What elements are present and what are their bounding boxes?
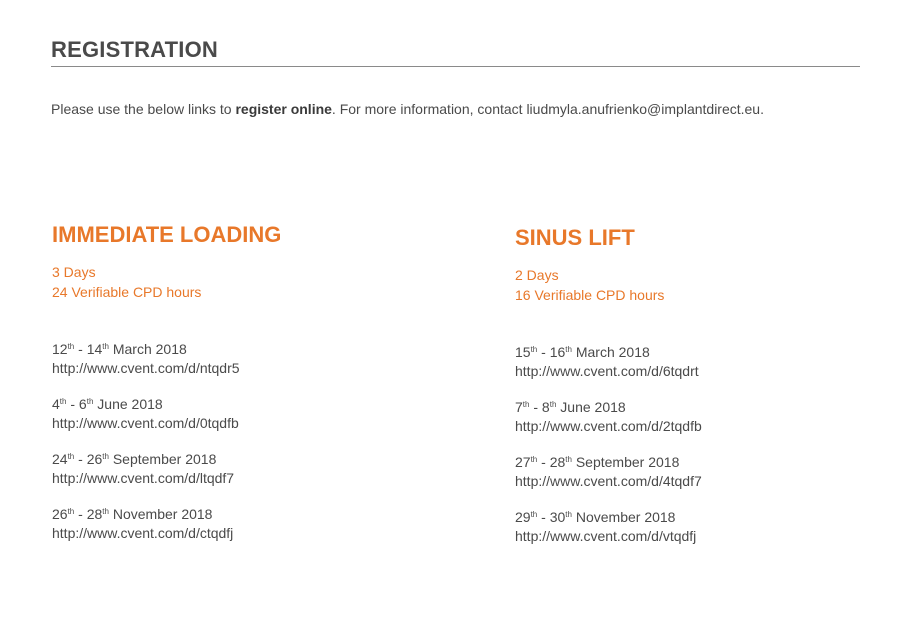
session-list [52, 340, 432, 543]
course-title: IMMEDIATE LOADING [52, 222, 282, 247]
session-item [52, 505, 432, 543]
session-link[interactable]: http://www.cvent.com/d/6tqdrt [515, 363, 699, 379]
intro-text-bold: register online [235, 101, 332, 117]
course-title: SINUS LIFT [515, 225, 635, 250]
session-link[interactable]: http://www.cvent.com/d/2tqdfb [515, 418, 702, 434]
session-link[interactable]: http://www.cvent.com/d/ntqdr5 [52, 360, 240, 376]
session-link[interactable]: http://www.cvent.com/d/ctqdfj [52, 525, 234, 541]
course-cpd-hours: 24 Verifiable CPD hours [52, 284, 202, 300]
session-link[interactable]: http://www.cvent.com/d/4tqdf7 [515, 473, 702, 489]
intro-text-after: . For more information, contact liudmyla.anufrienko@implantdirect.eu. [331, 101, 764, 117]
session-dates: 27th - 28th September 2018 [515, 454, 680, 470]
session-dates: 4th - 6th June 2018 [52, 396, 163, 412]
course-days: 2 Days [515, 267, 559, 283]
session-dates: 29th - 30th November 2018 [515, 509, 676, 525]
course-immediate-loading [52, 222, 432, 560]
course-cpd-hours: 16 Verifiable CPD hours [515, 287, 665, 303]
session-link[interactable]: http://www.cvent.com/d/vtqdfj [515, 528, 697, 544]
session-dates: 7th - 8th June 2018 [515, 399, 626, 415]
session-dates: 15th - 16th March 2018 [515, 344, 650, 360]
course-sinus-lift [515, 225, 895, 563]
title-divider [51, 66, 860, 67]
session-link[interactable]: http://www.cvent.com/d/0tqdfb [52, 415, 239, 431]
session-dates: 12th - 14th March 2018 [52, 341, 187, 357]
session-dates: 26th - 28th November 2018 [52, 506, 213, 522]
page-title: REGISTRATION [51, 37, 218, 62]
session-link[interactable]: http://www.cvent.com/d/ltqdf7 [52, 470, 235, 486]
session-item [515, 508, 895, 546]
course-meta [515, 265, 895, 305]
intro-text [51, 101, 764, 117]
course-days: 3 Days [52, 264, 96, 280]
session-item [52, 395, 432, 433]
course-meta [52, 262, 432, 302]
session-item [515, 398, 895, 436]
session-list [515, 343, 895, 546]
session-dates: 24th - 26th September 2018 [52, 451, 217, 467]
session-item [52, 340, 432, 378]
session-item [515, 343, 895, 381]
session-item [52, 450, 432, 488]
intro-text-before: Please use the below links to [51, 101, 236, 117]
session-item [515, 453, 895, 491]
